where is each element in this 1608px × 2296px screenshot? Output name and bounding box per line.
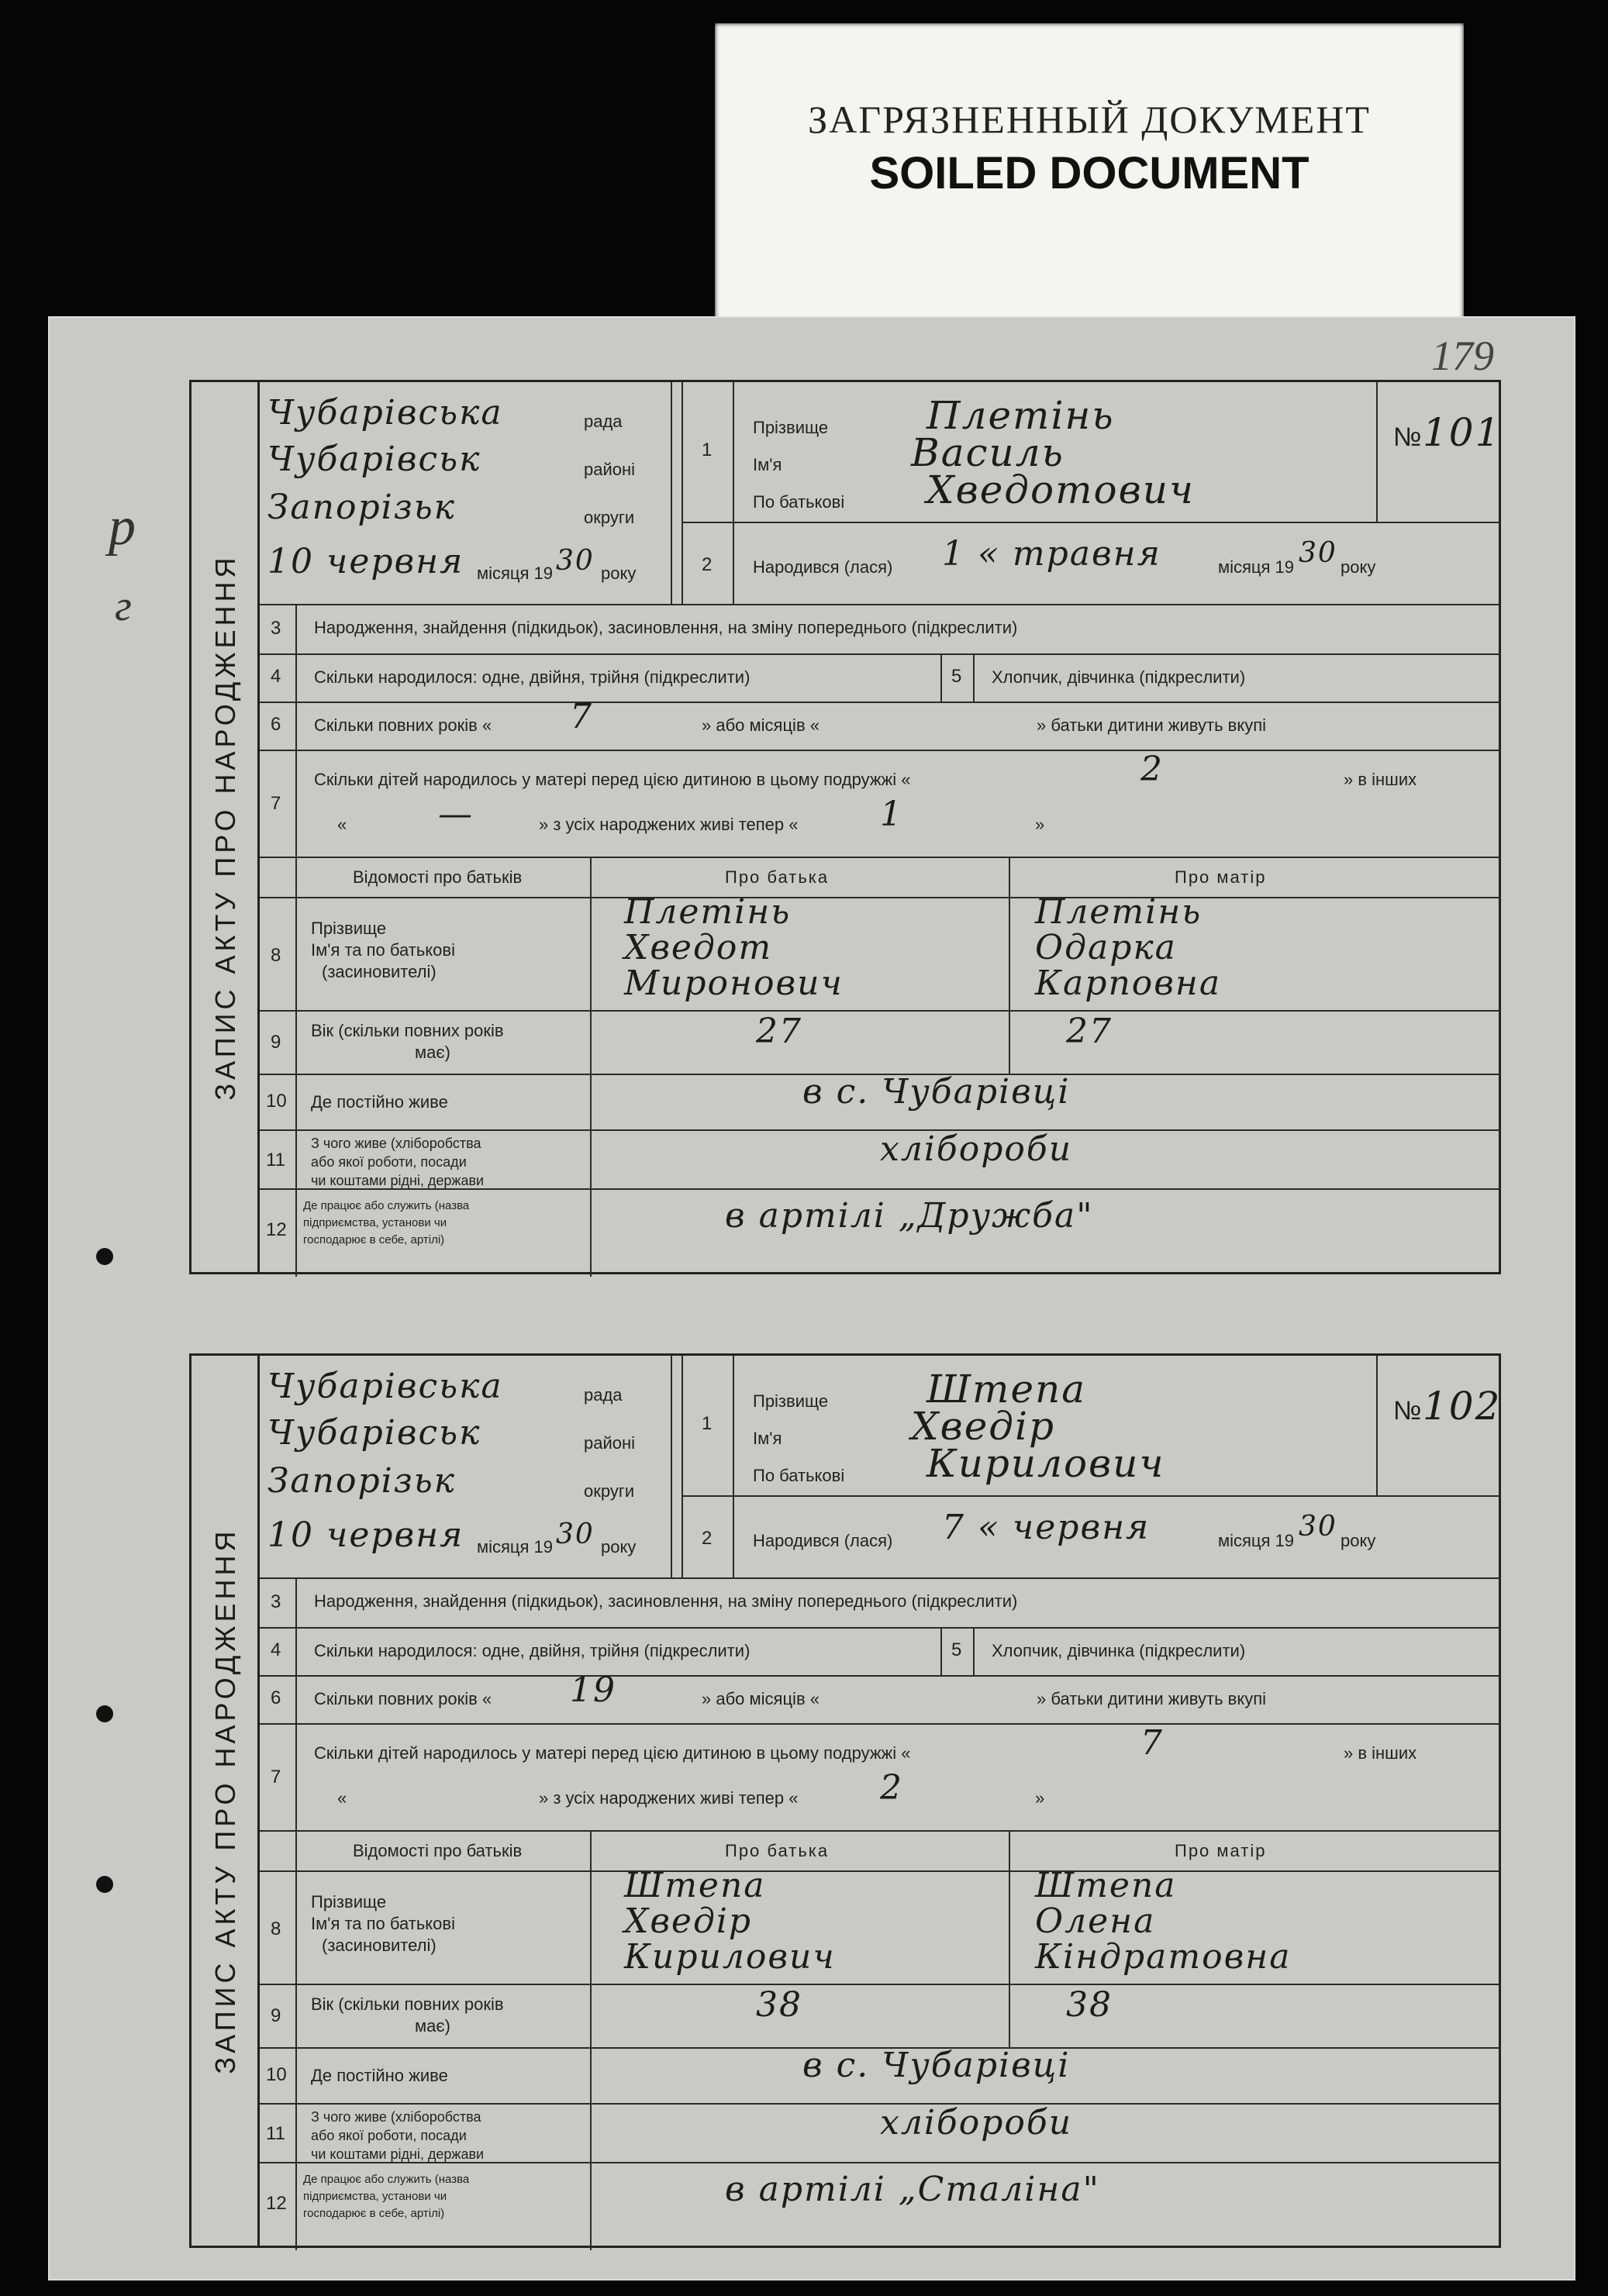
margin-mark-1: р bbox=[109, 497, 136, 557]
record-title: ЗАПИС АКТУ ПРО НАРОДЖЕННЯ bbox=[209, 553, 241, 1101]
patronymic-label: По батькові bbox=[753, 492, 845, 512]
registration-month-label: місяця 19 bbox=[477, 1537, 554, 1557]
rayon-value: Чубарівськ bbox=[267, 440, 481, 479]
row7-label-e: » bbox=[1035, 815, 1045, 834]
surname-label: Прізвище bbox=[753, 1391, 829, 1411]
rada-value: Чубарівська bbox=[267, 393, 503, 433]
name-value: Василь bbox=[911, 430, 1065, 475]
children-alive: 2 bbox=[880, 1768, 903, 1808]
label-english: SOILED DOCUMENT bbox=[869, 148, 1310, 198]
patronymic-value: Кирилович bbox=[926, 1441, 1165, 1486]
row4-count: Скільки народилося: одне, двійня, трійня (підкреслити) bbox=[314, 667, 751, 687]
okrug-label: округи bbox=[584, 1481, 635, 1501]
surname-value: Плетінь bbox=[926, 393, 1115, 438]
row6-label-b: » або місяців « bbox=[702, 715, 820, 735]
born-label: Народився (лася) bbox=[753, 1531, 893, 1550]
years-together: 19 bbox=[570, 1670, 616, 1710]
row6-label-c: » батьки дитини живуть вкупі bbox=[1037, 715, 1267, 735]
birth-record-1 bbox=[189, 380, 1501, 1274]
birth-record-2 bbox=[189, 1353, 1501, 2248]
rada-label: рада bbox=[584, 412, 623, 431]
registration-day: 10 червня bbox=[267, 1515, 464, 1555]
rada-label: рада bbox=[584, 1385, 623, 1405]
row3-birth-type: Народження, знайдення (підкидьок), засиновлення, на зміну попереднього (підкреслити) bbox=[314, 618, 1018, 637]
father-age: 38 bbox=[756, 1985, 802, 2025]
mother-name: Одарка bbox=[1035, 928, 1177, 967]
parents-header: Відомості про батьків bbox=[353, 1841, 523, 1860]
birth-date: 1 « травня bbox=[942, 534, 1161, 574]
children-alive: 1 bbox=[880, 795, 903, 834]
registration-day: 10 червня bbox=[267, 542, 464, 581]
workplace: в артілі „Сталіна" bbox=[725, 2170, 1100, 2209]
soiled-document-label bbox=[715, 23, 1464, 326]
livelihood: хлібороби bbox=[880, 1129, 1073, 1169]
label-russian: ЗАГРЯЗНЕННЫЙ ДОКУМЕНТ bbox=[808, 98, 1371, 141]
record-title-vertical bbox=[189, 380, 260, 1274]
record-grid: Чубарівська рада Чубарівськ районі Запорізьк округи 10 червня місяця 19 30 року 1 2 Прізвище Штепа Ім'я Хведір По батькові Кирилович № 102 Народився (лася) 7 « червня місяця 19 30 року 3 Народження, знайдення (підкидьок), засиновлення, на зміну попереднього (підкреслити) 4 Скільки народилося: одне, двійня, трійня (підкреслити) 5 Хлопчик, дівчинка (підкреслити) 6 Скільки повних років « 19 » або місяців « » батьки дитини живуть вкупі 7 Скільки дітей народилось у матері перед цією дитиною в цьому подружжі « 7 » в інших « » з усіх народжених живі тепер « 2 » Відомості про батьків Про батька Про матір 8 Прізвище Ім'я та по батькові (засиновителі) Штепа Хведір Кирилович Штепа Олена Кіндратовна 9 Вік (скільки повних років має) 38 38 10 Де постійно живе в с. Чубарівці 11 З чого живе (хліборобства або якої роботи, посади чи коштами рідні, держави хлібороби 12 Де працює або служить (назва підприємства, установи чи господарює в себе, артілі) в артілі „Сталіна" bbox=[257, 1353, 1501, 2248]
mother-age: 27 bbox=[1066, 1012, 1113, 1051]
born-label: Народився (лася) bbox=[753, 557, 893, 577]
row7-label-b: » в інших bbox=[1344, 770, 1417, 789]
mother-name: Олена bbox=[1035, 1901, 1156, 1941]
record-number: 102 bbox=[1423, 1384, 1502, 1429]
father-age: 27 bbox=[756, 1012, 802, 1051]
surname-label: Прізвище bbox=[753, 418, 829, 437]
row6-label-a: Скільки повних років « bbox=[314, 1689, 492, 1708]
residence: в с. Чубарівці bbox=[802, 1072, 1071, 1112]
record-number-label: № bbox=[1393, 422, 1422, 452]
row7-label-a: Скільки дітей народилось у матері перед цією дитиною в цьому подружжі « bbox=[314, 770, 911, 789]
margin-mark-2: г bbox=[115, 582, 132, 630]
row7-label-e: » bbox=[1035, 1788, 1045, 1808]
row7-label-c: « bbox=[337, 815, 347, 834]
residence: в с. Чубарівці bbox=[802, 2046, 1071, 2085]
birth-month-label: місяця 19 bbox=[1218, 557, 1295, 577]
row6-label-a: Скільки повних років « bbox=[314, 715, 492, 735]
rayon-label: районі bbox=[584, 1433, 636, 1453]
birth-year-label: року bbox=[1341, 1531, 1376, 1550]
page-number: 179 bbox=[1431, 333, 1494, 379]
birth-year-label: року bbox=[1341, 557, 1376, 577]
birth-month-label: місяця 19 bbox=[1218, 1531, 1295, 1550]
row7-label-c: « bbox=[337, 1788, 347, 1808]
registration-year: 30 bbox=[556, 1519, 595, 1550]
name-label: Ім'я bbox=[753, 1429, 782, 1448]
row7-label-b: » в інших bbox=[1344, 1743, 1417, 1763]
father-surname: Штепа bbox=[624, 1866, 766, 1905]
father-header: Про батька bbox=[725, 1841, 830, 1860]
parents-header: Відомості про батьків bbox=[353, 867, 523, 887]
mother-header: Про матір bbox=[1175, 867, 1267, 887]
workplace: в артілі „Дружба" bbox=[725, 1196, 1094, 1236]
children-other: — bbox=[438, 795, 474, 834]
birth-date: 7 « червня bbox=[942, 1508, 1151, 1547]
rada-value: Чубарівська bbox=[267, 1367, 503, 1406]
row7-label-d: » з усіх народжених живі тепер « bbox=[539, 1788, 799, 1808]
okrug-label: округи bbox=[584, 508, 635, 527]
okrug-value: Запорізьк bbox=[267, 1461, 456, 1501]
punch-hole-icon bbox=[96, 1876, 113, 1893]
patronymic-label: По батькові bbox=[753, 1466, 845, 1485]
registration-month-label: місяця 19 bbox=[477, 564, 554, 583]
rayon-value: Чубарівськ bbox=[267, 1413, 481, 1453]
punch-hole-icon bbox=[96, 1248, 113, 1265]
mother-surname: Штепа bbox=[1035, 1866, 1177, 1905]
row3-birth-type: Народження, знайдення (підкидьок), засиновлення, на зміну попереднього (підкреслити) bbox=[314, 1591, 1018, 1611]
father-header: Про батька bbox=[725, 867, 830, 887]
punch-hole-icon bbox=[96, 1705, 113, 1722]
name-label: Ім'я bbox=[753, 455, 782, 474]
row7-label-a: Скільки дітей народилось у матері перед цією дитиною в цьому подружжі « bbox=[314, 1743, 911, 1763]
record-number-label: № bbox=[1393, 1396, 1422, 1426]
mother-age: 38 bbox=[1066, 1985, 1113, 2025]
rayon-label: районі bbox=[584, 460, 636, 479]
mother-header: Про матір bbox=[1175, 1841, 1267, 1860]
row4-count: Скільки народилося: одне, двійня, трійня (підкреслити) bbox=[314, 1641, 751, 1660]
birth-year: 30 bbox=[1299, 537, 1337, 569]
children-this-marriage: 7 bbox=[1140, 1723, 1164, 1763]
registration-year-label: року bbox=[601, 1537, 637, 1557]
registration-year-label: року bbox=[601, 564, 637, 583]
registration-year: 30 bbox=[556, 545, 595, 577]
row5-sex: Хлопчик, дівчинка (підкреслити) bbox=[992, 667, 1246, 687]
row6-label-b: » або місяців « bbox=[702, 1689, 820, 1708]
father-name: Хведот bbox=[624, 928, 773, 967]
mother-surname: Плетінь bbox=[1035, 892, 1203, 932]
father-patronymic: Кирилович bbox=[624, 1937, 836, 1977]
name-value: Хведір bbox=[911, 1404, 1055, 1449]
mother-patronymic: Карповна bbox=[1035, 964, 1222, 1003]
record-title-vertical bbox=[189, 1353, 260, 2248]
row5-sex: Хлопчик, дівчинка (підкреслити) bbox=[992, 1641, 1246, 1660]
years-together: 7 bbox=[570, 697, 593, 736]
patronymic-value: Хведотович bbox=[926, 467, 1196, 512]
okrug-value: Запорізьк bbox=[267, 488, 456, 527]
surname-value: Штепа bbox=[926, 1367, 1087, 1412]
record-number: 101 bbox=[1423, 410, 1502, 455]
father-surname: Плетінь bbox=[624, 892, 792, 932]
record-grid: Чубарівська рада Чубарівськ районі Запорізьк округи 10 червня місяця 19 30 року 1 2 Прізвище Плетінь Ім'я Василь По батькові Хведотович № 101 Народився (лася) 1 « травня місяця 19 30 року 3 Народження, знайдення (підкидьок), засиновлення, на зміну попереднього (підкреслити) 4 Скільки народилося: одне, двійня, трійня (підкреслити) 5 Хлопчик, дівчинка (підкреслити) 6 Скільки повних років « 7 » або місяців « » батьки дитини живуть вкупі 7 Скільки дітей народилось у матері перед цією дитиною в цьому подружжі « 2 » в інших « — » з усіх народжених живі тепер « 1 » Відомості про батьків Про батька Про матір 8 Прізвище Ім'я та по батькові (засиновителі) Плетінь Хведот Миронович Плетінь Одарка Карповна 9 Вік (скільки повних років має) 27 27 10 Де постійно живе в с. Чубарівці 11 З чого живе (хліборобства або якої роботи, посади чи коштами рідні, держави хлібороби 12 Де працює або служить (назва підприємства, установи чи господарює в себе, артілі) в артілі „Дружба" bbox=[257, 380, 1501, 1274]
livelihood: хлібороби bbox=[880, 2103, 1073, 2143]
record-title: ЗАПИС АКТУ ПРО НАРОДЖЕННЯ bbox=[209, 1527, 241, 2074]
row6-label-c: » батьки дитини живуть вкупі bbox=[1037, 1689, 1267, 1708]
birth-year: 30 bbox=[1299, 1511, 1337, 1543]
mother-patronymic: Кіндратовна bbox=[1035, 1937, 1292, 1977]
father-name: Хведір bbox=[624, 1901, 753, 1941]
children-this-marriage: 2 bbox=[1140, 750, 1164, 789]
row7-label-d: » з усіх народжених живі тепер « bbox=[539, 815, 799, 834]
father-patronymic: Миронович bbox=[624, 964, 844, 1003]
